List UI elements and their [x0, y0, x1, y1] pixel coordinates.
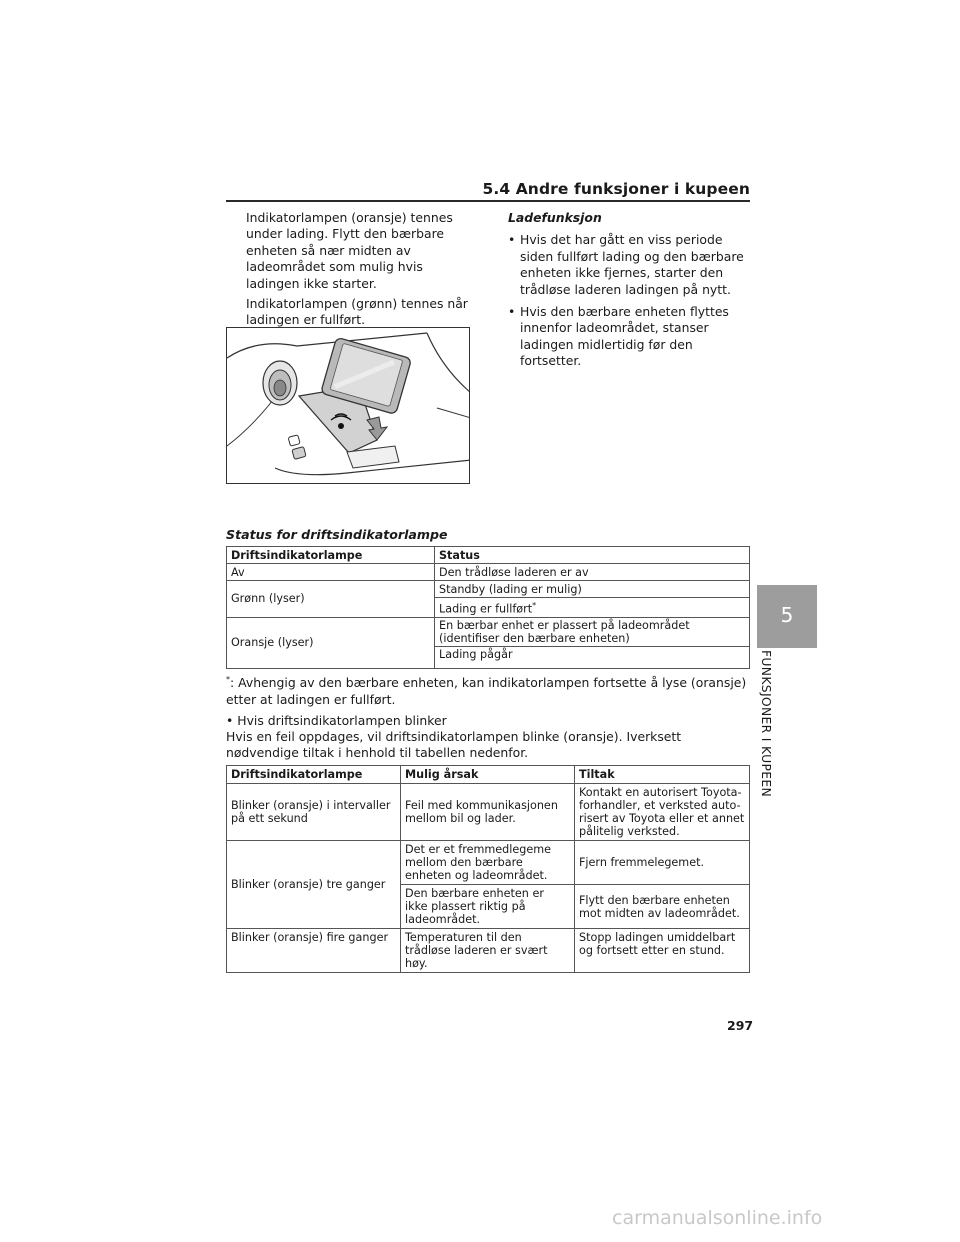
cause-cell: Feil med kommunikasjonen mellom bil og lader. [401, 784, 575, 841]
status-cell: Lading pågår [435, 646, 750, 668]
right-column [508, 210, 753, 376]
wireless-charger-illustration [227, 328, 470, 484]
lamp-cell: Av [227, 564, 435, 581]
section-title: 5.4 Andre funksjoner i kupeen [482, 180, 750, 198]
bullet-glyph: • [508, 304, 516, 320]
left-column [246, 210, 478, 333]
action-cell: Kontakt en autorisert Toyota-forhandler, et verksted auto-risert av Toyota eller et annet pålitelig verksted. [575, 784, 750, 841]
footnote-marker: * [532, 601, 537, 610]
column-header: Mulig årsak [401, 766, 575, 784]
table-header-row [227, 547, 750, 564]
fault-table [226, 765, 750, 973]
chapter-number: 5 [780, 603, 794, 627]
status-cell [435, 598, 750, 618]
table-header-row [227, 766, 750, 784]
action-cell: Stopp ladingen umiddelbart og fortsett etter en stund. [575, 929, 750, 973]
footnote-marker: * [226, 675, 230, 684]
subheading-ladefunksjon: Ladefunksjon [508, 210, 602, 225]
cause-cell: Temperaturen til den trådløse laderen er svært høy. [401, 929, 575, 973]
status-cell: En bærbar enhet er plassert på ladeområdet (identifiser den bærbare enheten) [435, 617, 750, 646]
footnote-text: : Avhengig av den bærbare enheten, kan indikatorlampen fortsette å lyse (oransje) etter at ladingen er fullført. [226, 675, 747, 707]
table-row [227, 581, 750, 598]
column-header: Tiltak [575, 766, 750, 784]
lamp-cell: Blinker (oransje) tre ganger [227, 841, 401, 929]
cause-cell: Den bærbare enheten er ikke plassert riktig på ladeområdet. [401, 885, 575, 929]
table-row [227, 564, 750, 581]
lamp-cell: Oransje (lyser) [227, 617, 435, 668]
status-cell: Standby (lading er mulig) [435, 581, 750, 598]
list-item-text: Hvis det har gått en viss periode siden fullført lading og den bærbare enheten ikke fjernes, starter den trådløse laderen ladingen på nytt. [520, 232, 744, 297]
table-row [227, 929, 750, 973]
chapter-label: FUNKSJONER I KUPEEN [759, 650, 774, 798]
status-table-heading: Status for driftsindikatorlampe [226, 527, 448, 542]
wireless-charger-figure [226, 327, 470, 484]
action-cell: Fjern fremmelegemet. [575, 841, 750, 885]
lamp-cell: Blinker (oransje) i intervaller på ett sekund [227, 784, 401, 841]
lamp-cell: Blinker (oransje) fire ganger [227, 929, 401, 973]
status-text: Lading er fullført [439, 602, 533, 616]
action-cell: Flytt den bærbare enheten mot midten av ladeområdet. [575, 885, 750, 929]
list-item-text: Hvis den bærbare enheten flyttes innenfor ladeområdet, stanser ladingen midlertidig før den fortsetter. [520, 304, 729, 369]
paragraph: Indikatorlampen (oransje) tennes under lading. Flytt den bærbare enheten så nær midten av ladeområdet som mulig hvis ladingen ikke starter. [246, 210, 453, 291]
table-row [227, 784, 750, 841]
bullet-glyph: • [508, 232, 516, 248]
column-header: Status [435, 547, 750, 564]
table-row [227, 617, 750, 646]
blink-heading: • Hvis driftsindikatorlampen blinker [226, 713, 447, 728]
page-number: 297 [727, 1018, 754, 1033]
column-header: Driftsindikatorlampe [227, 766, 401, 784]
paragraph: Indikatorlampen (grønn) tennes når ladingen er fullført. [246, 296, 468, 328]
list-item [508, 232, 753, 298]
list-item [508, 304, 753, 370]
table-row [227, 841, 750, 885]
status-table [226, 546, 750, 669]
header-rule [226, 200, 750, 202]
chapter-label-wrap [760, 650, 790, 810]
footnote [226, 672, 750, 708]
column-header: Driftsindikatorlampe [227, 547, 435, 564]
cause-cell: Det er et fremmedlegeme mellom den bærbare enheten og ladeområdet. [401, 841, 575, 885]
lamp-cell: Grønn (lyser) [227, 581, 435, 618]
watermark-text: carmanualsonline.info [612, 1207, 823, 1229]
status-cell: Den trådløse laderen er av [435, 564, 750, 581]
blink-description: Hvis en feil oppdages, vil driftsindikatorlampen blinke (oransje). Iverksett nødvendige tiltak i henhold til tabellen nedenfor. [226, 729, 682, 761]
chapter-tab [757, 585, 817, 648]
